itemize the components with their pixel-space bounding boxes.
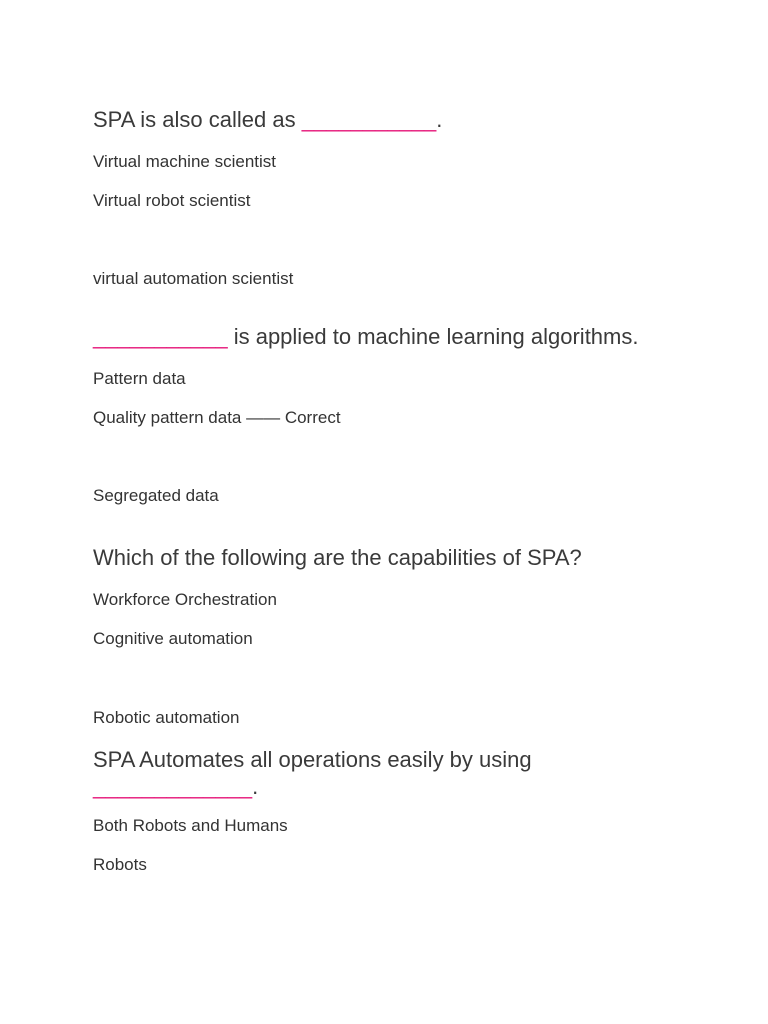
question-2-option-3: Segregated data xyxy=(93,486,219,505)
question-1-option-2: Virtual robot scientist xyxy=(93,191,251,210)
question-3-option-2: Cognitive automation xyxy=(93,629,253,648)
question-1-blank: ___________ xyxy=(301,107,437,132)
question-3 xyxy=(93,544,582,572)
question-4-prefix: SPA Automates all operations easily by using xyxy=(93,747,532,772)
question-2-blank: ___________ xyxy=(93,324,228,349)
question-1-prefix: SPA is also called as xyxy=(93,107,302,132)
question-2-option-2: Quality pattern data —— Correct xyxy=(93,408,341,427)
question-1-option-3: virtual automation scientist xyxy=(93,269,294,288)
question-2 xyxy=(93,323,638,351)
question-4-option-1: Both Robots and Humans xyxy=(93,816,288,835)
question-4-line-2 xyxy=(93,773,258,801)
question-2-suffix: is applied to machine learning algorithms. xyxy=(227,324,639,349)
question-3-option-1: Workforce Orchestration xyxy=(93,590,277,609)
question-2-option-1: Pattern data xyxy=(93,369,186,388)
question-4-suffix: . xyxy=(252,774,259,799)
question-4-blank: _____________ xyxy=(93,774,253,799)
question-3-option-3: Robotic automation xyxy=(93,708,240,727)
question-3-prefix: Which of the following are the capabilities of SPA? xyxy=(93,545,582,570)
question-1 xyxy=(93,106,442,134)
question-1-suffix: . xyxy=(436,107,443,132)
question-4-line-1 xyxy=(93,746,532,774)
question-4-option-2: Robots xyxy=(93,855,147,874)
question-1-option-1: Virtual machine scientist xyxy=(93,152,276,171)
